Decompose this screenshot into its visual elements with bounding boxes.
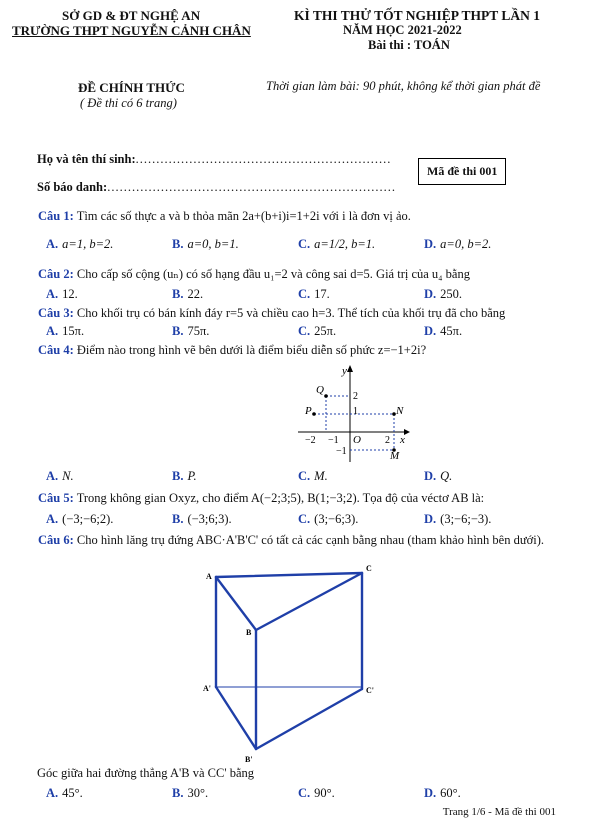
vertex-a1: A'	[203, 684, 211, 693]
prism-figure	[196, 562, 386, 768]
exam-code-box: Mã đề thi 001	[418, 158, 506, 185]
question-label: Câu 5:	[38, 491, 74, 505]
student-name-row	[37, 152, 391, 167]
option-5c[interactable]: C. (3;−6;3).	[298, 512, 359, 526]
question-text: Trong không gian Oxyz, cho điểm A(−2;3;5), B(1;−3;2). Tọa độ của véctơ AB là:	[76, 491, 485, 505]
option-2b[interactable]: B. 22.	[172, 287, 204, 301]
subject: Bài thi : TOÁN	[368, 38, 450, 52]
tick-y-1: 1	[353, 406, 358, 417]
option-3b[interactable]: B. 75π.	[172, 324, 210, 338]
option-4a[interactable]: A. N.	[46, 469, 74, 483]
option-6a[interactable]: A. 45°.	[46, 786, 83, 800]
vertex-b1: B'	[245, 755, 253, 764]
option-4b[interactable]: B. P.	[172, 469, 197, 483]
option-5b[interactable]: B. (−3;6;3).	[172, 512, 232, 526]
edge-b1c1	[256, 689, 362, 749]
option-1d[interactable]: D. a=0, b=2.	[424, 237, 492, 251]
label-q: Q	[316, 384, 324, 396]
label-origin: O	[353, 434, 361, 446]
y-axis-arrow	[347, 365, 353, 372]
edge-bc	[256, 573, 362, 630]
option-1b[interactable]: B. a=0, b=1.	[172, 237, 239, 251]
option-6d[interactable]: D. 60°.	[424, 786, 461, 800]
student-name-field[interactable]: ..............................................................	[135, 152, 392, 166]
edge-ac	[216, 573, 362, 577]
x-axis-arrow	[404, 429, 410, 435]
vertex-b: B	[246, 628, 252, 637]
vertex-a: A	[206, 572, 212, 581]
student-name-label: Họ và tên thí sinh:	[37, 152, 136, 166]
complex-plane-figure	[296, 362, 416, 466]
tick-x-neg2: −2	[305, 435, 316, 446]
question-text: Cho cấp số cộng (uₙ) có số hạng đầu u₁=2 và công sai d=5. Giá trị của u₄ bằng	[76, 267, 470, 281]
option-2d[interactable]: D. 250.	[424, 287, 463, 301]
option-1a[interactable]: A. a=1, b=2.	[46, 237, 114, 251]
point-p	[312, 412, 316, 416]
student-id-row	[37, 180, 396, 195]
option-1c[interactable]: C. a=1/2, b=1.	[298, 237, 376, 251]
student-id-field[interactable]: ......................................................................	[107, 180, 396, 194]
label-p: P	[305, 405, 312, 417]
question-text: Cho hình lăng trụ đứng ABC·A'B'C' có tất cả các cạnh bằng nhau (tham khảo hình bên dưới).	[76, 533, 545, 547]
question-label: Câu 1:	[38, 209, 74, 223]
option-6b[interactable]: B. 30°.	[172, 786, 209, 800]
option-4c[interactable]: C. M.	[298, 469, 328, 483]
question-4	[38, 342, 558, 359]
question-1	[38, 208, 558, 225]
tick-y-neg1: −1	[336, 446, 347, 457]
time-note: Thời gian làm bài: 90 phút, không kể thời gian phát đề	[266, 79, 541, 93]
label-x-axis: x	[400, 434, 405, 446]
tick-y-2: 2	[353, 391, 358, 402]
option-5d[interactable]: D. (3;−6;−3).	[424, 512, 492, 526]
question-text: Điểm nào trong hình vẽ bên dưới là điểm biểu diễn số phức z=−1+2i?	[76, 343, 427, 357]
school-name: TRƯỜNG THPT NGUYỄN CẢNH CHÂN	[12, 23, 251, 38]
question-label: Câu 4:	[38, 343, 74, 357]
option-3d[interactable]: D. 45π.	[424, 324, 463, 338]
question-5	[38, 490, 558, 507]
student-id-label: Số báo danh:	[37, 180, 108, 194]
question-text: Cho khối trụ có bán kính đáy r=5 và chiều cao h=3. Thể tích của khối trụ đã cho bằng	[76, 306, 506, 320]
tick-x-2: 2	[385, 435, 390, 446]
tick-x-neg1: −1	[328, 435, 339, 446]
official-exam-label: ĐỀ CHÍNH THỨC	[78, 80, 185, 95]
exam-title: KÌ THI THỬ TỐT NGHIỆP THPT LẦN 1	[294, 8, 540, 23]
department-name: SỞ GD & ĐT NGHỆ AN	[62, 8, 201, 23]
option-5a[interactable]: A. (−3;−6;2).	[46, 512, 114, 526]
question-2	[38, 266, 558, 283]
label-m: M	[390, 450, 400, 462]
page-footer: Trang 1/6 - Mã đề thi 001	[442, 806, 556, 818]
option-3a[interactable]: A. 15π.	[46, 324, 85, 338]
question-text: Tìm các số thực a và b thỏa mãn 2a+(b+i)i=1+2i với i là đơn vị ảo.	[76, 209, 411, 223]
question-label: Câu 2:	[38, 267, 74, 281]
edge-a1b1	[216, 687, 256, 749]
question-6-followup: Góc giữa hai đường thẳng A'B và CC' bằng	[37, 766, 254, 780]
question-label: Câu 6:	[38, 533, 74, 547]
question-6	[38, 532, 558, 549]
option-3c[interactable]: C. 25π.	[298, 324, 337, 338]
label-n: N	[396, 405, 404, 417]
option-2a[interactable]: A. 12.	[46, 287, 78, 301]
question-label: Câu 3:	[38, 306, 74, 320]
question-3	[38, 305, 558, 322]
school-year: NĂM HỌC 2021-2022	[343, 23, 462, 37]
label-y-axis: y	[342, 365, 347, 377]
option-4d[interactable]: D. Q.	[424, 469, 453, 483]
vertex-c: C	[366, 564, 372, 573]
edge-ab	[216, 577, 256, 630]
option-2c[interactable]: C. 17.	[298, 287, 330, 301]
option-6c[interactable]: C. 90°.	[298, 786, 335, 800]
vertex-c1: C'	[366, 686, 374, 695]
point-q	[324, 394, 328, 398]
page-count-note: ( Đề thi có 6 trang)	[80, 96, 177, 110]
